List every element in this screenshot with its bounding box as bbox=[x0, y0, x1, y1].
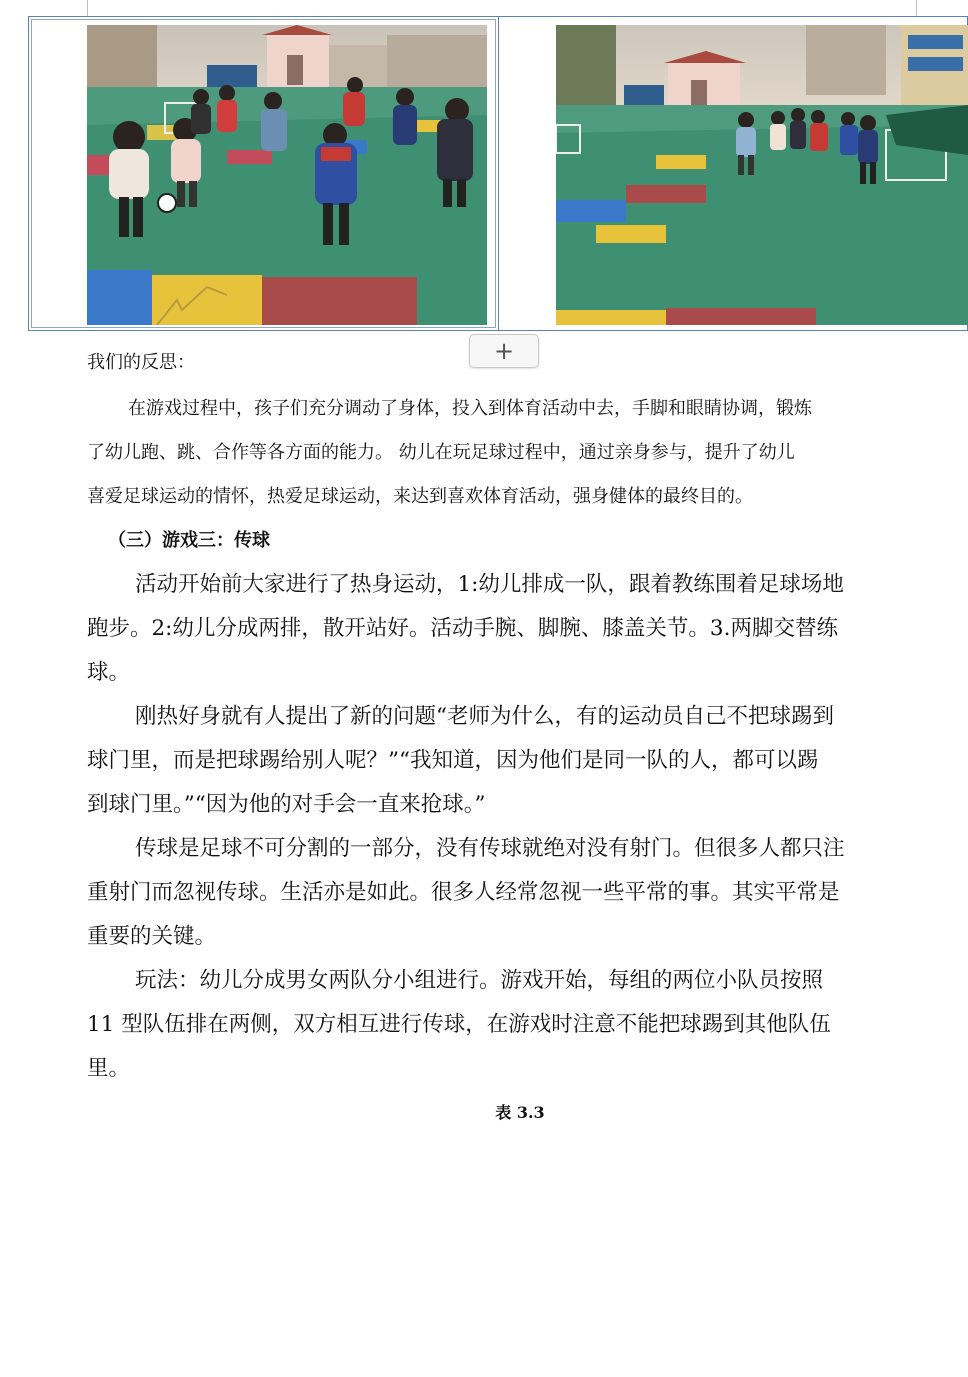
section-heading: （三）游戏三：传球 bbox=[108, 530, 270, 551]
reflection-line-1: 在游戏过程中，孩子们充分调动了身体，投入到体育活动中去，手脚和眼睛协调，锻炼 bbox=[128, 398, 812, 419]
para3-line-2: 重射门而忽视传球。生活亦是如此。很多人经常忽视一些平常的事。其实平常是 bbox=[87, 880, 840, 905]
para4-line-2: 11 型队伍排在两侧，双方相互进行传球，在游戏时注意不能把球踢到其他队伍 bbox=[87, 1012, 831, 1037]
para1-line-1: 活动开始前大家进行了热身运动，1:幼儿排成一队，跟着教练围着足球场地 bbox=[135, 572, 844, 597]
reflection-line-3: 喜爱足球运动的情怀，热爱足球运动，来达到喜欢体育活动，强身健体的最终目的。 bbox=[87, 486, 753, 507]
reflection-label: 我们的反思： bbox=[87, 352, 195, 373]
para1-line-3: 球。 bbox=[87, 660, 131, 685]
para1-line-2: 跑步。2:幼儿分成两排，散开站好。活动手腕、脚腕、膝盖关节。3.两脚交替练 bbox=[87, 616, 838, 641]
reflection-line-2: 了幼儿跑、跳、合作等各方面的能力。 幼儿在玩足球过程中，通过亲身参与，提升了幼儿 bbox=[87, 442, 795, 463]
para2-line-2: 球门里，而是把球踢给别人呢？”“我知道，因为他们是同一队的人，都可以踢 bbox=[87, 748, 819, 773]
photo-children-on-court[interactable] bbox=[556, 25, 968, 325]
margin-guide-right bbox=[916, 0, 917, 16]
margin-guide-left bbox=[87, 0, 88, 16]
para2-line-3: 到球门里。”“因为他的对手会一直来抢球。” bbox=[87, 792, 486, 817]
photo-cell-left[interactable] bbox=[29, 17, 499, 330]
para2-line-1: 刚热好身就有人提出了新的问题“老师为什么，有的运动员自己不把球踢到 bbox=[135, 704, 834, 729]
photo-cell-right[interactable] bbox=[500, 17, 968, 330]
table-caption: 表 3.3 bbox=[495, 1103, 545, 1122]
para4-line-1: 玩法：幼儿分成男女两队分小组进行。游戏开始，每组的两位小队员按照 bbox=[135, 968, 824, 993]
photo-table[interactable] bbox=[28, 16, 968, 331]
plus-icon: + bbox=[493, 337, 515, 365]
photo-children-playing-football[interactable] bbox=[87, 25, 487, 325]
para3-line-1: 传球是足球不可分割的一部分，没有传球就绝对没有射门。但很多人都只注 bbox=[135, 836, 845, 861]
photo-left-image bbox=[87, 25, 487, 325]
para4-line-3: 里。 bbox=[87, 1056, 131, 1081]
photo-right-image bbox=[556, 25, 968, 325]
para3-line-3: 重要的关键。 bbox=[87, 924, 217, 949]
